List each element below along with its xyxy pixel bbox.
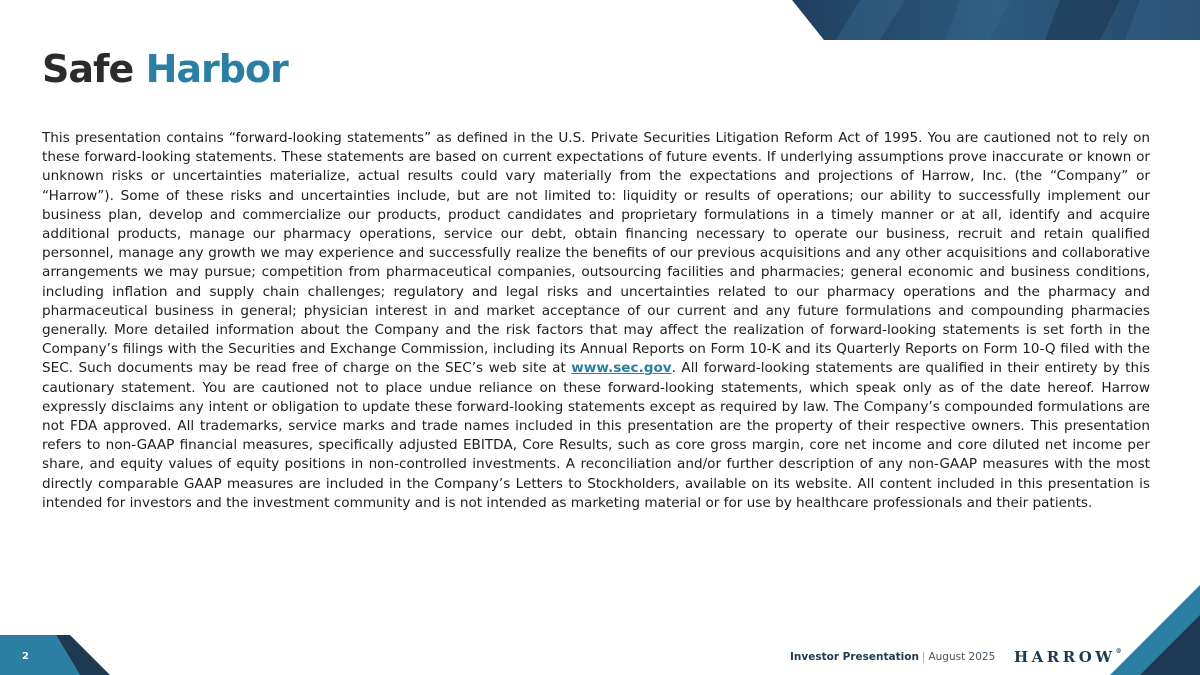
paragraph-part-2: . All forward-looking statements are qualified in their entirety by this cautionary statement. You are cautioned not to place undue reliance on these forward-looking statements, which speak only as of the date hereof. Harrow expressly disclaims any intent or obligation to update these forward-looking statements except as required by law. The Company’s compounded formulations are not FDA approved. All trademarks, service marks and trade names included in this presentation are the property of their respective owners. This presentation refers to non-GAAP financial measures, specifically adjusted EBITDA, Core Results, such as core gross margin, core net income and core diluted net income per share, and equity values of equity positions in non-controlled investments. A reconciliation and/or further description of any non-GAAP measures with the most directly comparable GAAP measures are included in the Company’s Letters to Stockholders, available on its website. All content included in this presentation is intended for investors and the investment community and is not intended as marketing material or for use by healthcare professionals and their patients. xyxy=(42,360,1150,511)
logo-text: HARROW xyxy=(1014,648,1116,666)
logo-registered-mark: ® xyxy=(1115,648,1122,655)
paragraph-part-1: This presentation contains “forward-looking statements” as defined in the U.S. Private Securities Litigation Reform Act of 1995. You are cautioned not to rely on these forward-looking statements. These statements are based on current expectations of future events. If underlying assumptions prove inaccurate or known or unknown risks or uncertainties materialize, actual results could vary materially from the expectations and projections of Harrow, Inc. (the “Company” or “Harrow”). Some of these risks and uncertainties include, but are not limited to: liquidity or results of operations; our ability to successfully implement our business plan, develop and commercialize our products, product candidates and proprietary formulations in a timely manner or at all, identify and acquire additional products, manage our pharmacy operations, service our debt, obtain financing necessary to operate our business, recruit and retain qualified personnel, manage any growth we may experience and successfully realize the benefits of our previous acquisitions and any other acquisitions and collaborative arrangements we may pursue; competition from pharmaceutical companies, outsourcing facilities and pharmacies; general economic and business conditions, including inflation and supply chain challenges; regulatory and legal risks and uncertainties related to our pharmacy operations and the pharmacy and pharmaceutical business in general; physician interest in and market acceptance of our current and any future formulations and compounding pharmacies generally. More detailed information about the Company and the risk factors that may affect the realization of forward-looking statements is set forth in the Company’s filings with the Securities and Exchange Commission, including its Annual Reports on Form 10-K and its Quarterly Reports on Form 10-Q filed with the SEC. Such documents may be read free of charge on the SEC’s web site at xyxy=(42,130,1150,377)
title-word-harbor: Harbor xyxy=(145,47,288,91)
footer-separator: | xyxy=(921,651,926,663)
page-title xyxy=(42,46,288,92)
bottom-left-corner-graphic xyxy=(0,635,110,675)
footer-label: Investor Presentation xyxy=(790,651,919,663)
bottom-right-corner-graphic xyxy=(1110,585,1200,675)
safe-harbor-paragraph xyxy=(42,129,1150,513)
harrow-logo xyxy=(1014,648,1122,666)
top-right-banner-graphic xyxy=(0,0,1200,40)
title-word-safe: Safe xyxy=(42,47,134,91)
footer-date: August 2025 xyxy=(928,651,996,663)
footer xyxy=(790,651,995,667)
page-number: 2 xyxy=(22,651,29,662)
sec-website-link[interactable]: www.sec.gov xyxy=(571,360,672,377)
